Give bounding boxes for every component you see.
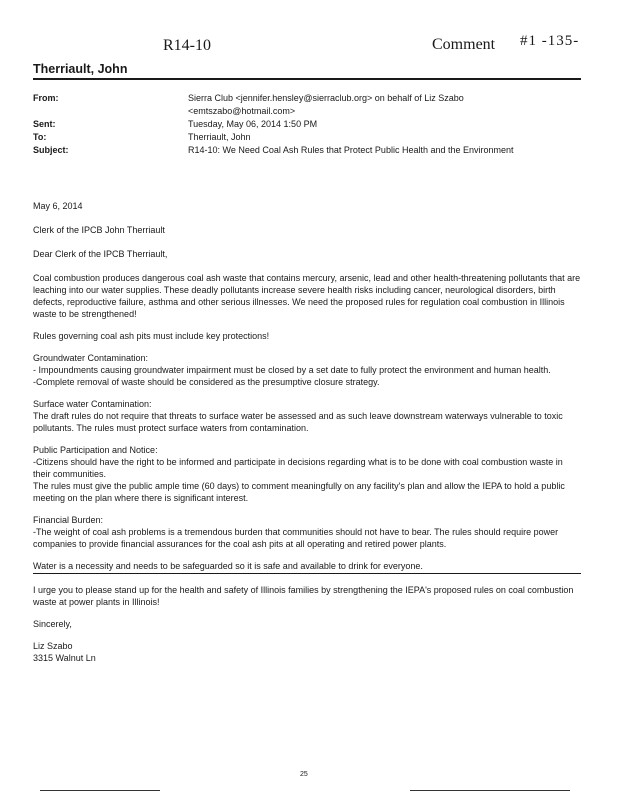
comment-label: Comment xyxy=(432,36,496,53)
paragraph-intro: Coal combustion produces dangerous coal ash waste that contains mercury, arsenic, lead and other health-threatening pollutants that are leaching into our water supplies. These deadly pollutants increase severe health risks including cancer, neurological disorders, birth defects, reproductive failure, asthma and other serious illnesses. We need the proposed rules for regulation coal combustion in Illinois waste to be strengthened! xyxy=(33,273,581,319)
email-meta xyxy=(33,92,593,157)
meta-value: Sierra Club <jennifer.hensley@sierraclub.org> on behalf of Liz Szabo <emtszabo@hotmail.com> xyxy=(188,93,464,116)
page-number: 25 xyxy=(300,771,308,778)
letter-body xyxy=(33,200,581,664)
footer-mark xyxy=(410,790,570,791)
docket-number: R14-10 xyxy=(163,37,211,54)
paragraph-public-participation: Public Participation and Notice: -Citizens should have the right to be informed and participate in decisions regarding what is to be done with coal combustion waste in their communities. The rules must give the public ample time (60 days) to comment meaningfully on any facility's plan and allow the IEPA to hold a public meeting on the plan where there is significant interest. xyxy=(33,445,565,503)
meta-label: From: xyxy=(33,93,59,103)
meta-label: Sent: xyxy=(33,119,56,129)
paragraph-rules: Rules governing coal ash pits must include key protections! xyxy=(33,331,270,341)
recipient-name: Therriault, John xyxy=(33,62,128,76)
comment-number: #1 -135- xyxy=(520,33,580,49)
meta-sent xyxy=(33,118,593,131)
signer-name: Liz Szabo xyxy=(33,641,73,651)
paragraph-water-wrap xyxy=(33,560,581,574)
meta-to xyxy=(33,131,593,144)
paragraph-financial: Financial Burden: -The weight of coal ash problems is a tremendous burden that communities should not have to bear. The rules should require power companies to provide financial assurances for the coal ash pits at all operating and retired power plants. xyxy=(33,515,559,549)
letter-closing: Sincerely, xyxy=(33,619,72,629)
paragraph-urge: I urge you to please stand up for the health and safety of Illinois families by strengthening the IEPA's proposed rules on coal combustion waste at power plants in Illinois! xyxy=(33,585,574,607)
meta-label: Subject: xyxy=(33,145,69,155)
meta-value: Therriault, John xyxy=(188,132,251,142)
footer-mark xyxy=(40,790,160,791)
meta-subject xyxy=(33,144,593,157)
letter-addressee: Clerk of the IPCB John Therriault xyxy=(33,225,165,235)
meta-value: R14-10: We Need Coal Ash Rules that Protect Public Health and the Environment xyxy=(188,145,514,155)
paragraph-groundwater: Groundwater Contamination: - Impoundments causing groundwater impairment must be closed by a set date to fully protect the environment and human health. -Complete removal of waste should be considered as the presumptive closure strategy. xyxy=(33,353,551,387)
meta-label: To: xyxy=(33,132,47,142)
meta-value: Tuesday, May 06, 2014 1:50 PM xyxy=(188,119,318,129)
letter-date: May 6, 2014 xyxy=(33,201,83,211)
paragraph-surface-water: Surface water Contamination: The draft rules do not require that threats to surface water be assessed and as such leave downstream waterways vulnerable to toxic pollutants. The rules must protect surface waters from contamination. xyxy=(33,399,563,433)
header-rule xyxy=(33,78,581,80)
letter-salutation: Dear Clerk of the IPCB Therriault, xyxy=(33,249,168,259)
paragraph-water: Water is a necessity and needs to be safeguarded so it is safe and available to drink for everyone. xyxy=(33,560,581,574)
meta-from xyxy=(33,92,593,118)
signer-address: 3315 Walnut Ln xyxy=(33,653,96,663)
